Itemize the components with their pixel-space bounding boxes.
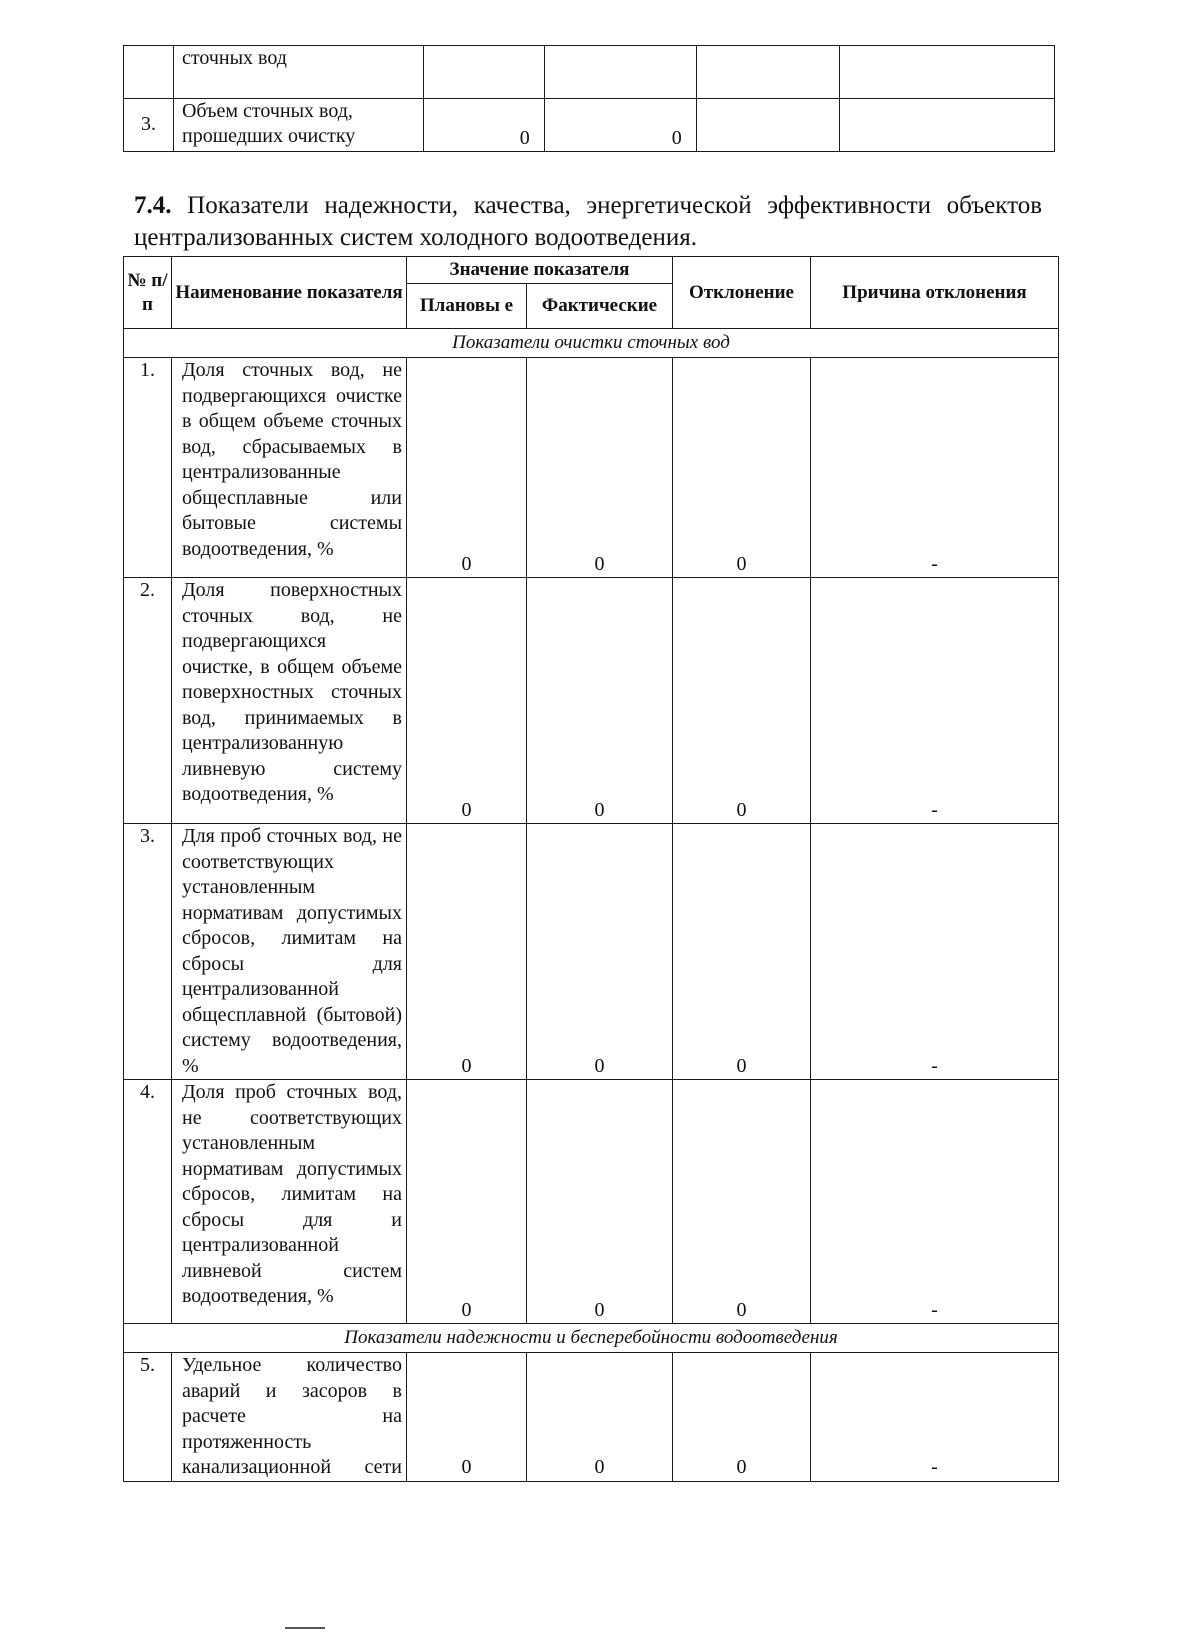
indicator-name: Доля сточных вод, не подвергающихся очистке в общем объеме сточных вод, сбрасываемых в централизованные общесплавные или бытовые системы водоотведения, % — [172, 358, 407, 578]
section-row — [124, 1324, 1059, 1353]
indicator-name: сточных вод — [173, 46, 423, 99]
deviation-cell — [696, 46, 840, 99]
section-title-reliability: Показатели надежности и бесперебойности водоотведения — [124, 1324, 1059, 1353]
actual-value: 0 — [527, 1080, 673, 1324]
actual-value: 0 — [527, 358, 673, 578]
table-row — [124, 99, 1055, 152]
table-row — [124, 1353, 1059, 1482]
header-deviation: Отклонение — [673, 257, 811, 329]
header-actual: Фактические — [527, 284, 673, 329]
reason-value: - — [811, 578, 1059, 824]
indicators-table — [123, 256, 1059, 1482]
row-number: 5. — [124, 1353, 172, 1482]
section-row — [124, 329, 1059, 358]
planned-value: 0 — [407, 1080, 527, 1324]
section-heading — [134, 190, 1042, 254]
deviation-cell — [696, 99, 840, 152]
planned-value: 0 — [407, 824, 527, 1080]
reason-value: - — [811, 1353, 1059, 1482]
previous-table-fragment — [123, 45, 1055, 152]
reason-value: - — [811, 824, 1059, 1080]
reason-cell — [840, 99, 1055, 152]
actual-value: 0 — [527, 578, 673, 824]
deviation-value: 0 — [673, 358, 811, 578]
deviation-value: 0 — [673, 1080, 811, 1324]
section-title: Показатели надежности, качества, энергетической эффективности объектов централизованных систем холодного водоотведения. — [134, 192, 1042, 251]
deviation-value: 0 — [673, 1353, 811, 1482]
deviation-value: 0 — [673, 578, 811, 824]
reason-cell — [840, 46, 1055, 99]
planned-value: 0 — [407, 1353, 527, 1482]
indicator-name: Удельное количество аварий и засоров в расчете на протяженность канализационной сети — [172, 1353, 407, 1482]
row-number: 3. — [124, 824, 172, 1080]
table-row — [124, 824, 1059, 1080]
row-number — [124, 46, 174, 99]
page-edge-mark — [285, 1627, 325, 1635]
table-row — [124, 358, 1059, 578]
deviation-value: 0 — [673, 824, 811, 1080]
table-row — [124, 46, 1055, 99]
header-row — [124, 257, 1059, 284]
header-reason: Причина отклонения — [811, 257, 1059, 329]
planned-value: 0 — [423, 99, 544, 152]
indicator-name: Объем сточных вод, прошедших очистку — [173, 99, 423, 152]
header-name: Наименование показателя — [172, 257, 407, 329]
reason-value: - — [811, 358, 1059, 578]
actual-value — [544, 46, 696, 99]
section-number: 7.4. — [134, 192, 172, 219]
row-number: 4. — [124, 1080, 172, 1324]
table-row — [124, 1080, 1059, 1324]
indicator-name: Для проб сточных вод, не соответствующих установленным нормативам допустимых сбросов, лимитам на сбросы для централизованной общесплавной (бытовой) систему водоотведения, % — [172, 824, 407, 1080]
planned-value: 0 — [407, 358, 527, 578]
indicator-name: Доля поверхностных сточных вод, не подвергающихся очистке, в общем объеме поверхностных сточных вод, принимаемых в централизованную ливневую систему водоотведения, % — [172, 578, 407, 824]
actual-value: 0 — [544, 99, 696, 152]
planned-value — [423, 46, 544, 99]
planned-value: 0 — [407, 578, 527, 824]
row-number: 2. — [124, 578, 172, 824]
header-planned: Плановы е — [407, 284, 527, 329]
header-number: № п/п — [124, 257, 172, 329]
actual-value: 0 — [527, 824, 673, 1080]
row-number: 1. — [124, 358, 172, 578]
header-value-group: Значение показателя — [407, 257, 673, 284]
row-number: 3. — [124, 99, 174, 152]
reason-value: - — [811, 1080, 1059, 1324]
table-row — [124, 578, 1059, 824]
actual-value: 0 — [527, 1353, 673, 1482]
indicator-name: Доля проб сточных вод, не соответствующих установленным нормативам допустимых сбросов, лимитам на сбросы для и централизованной ливневой систем водоотведения, % — [172, 1080, 407, 1324]
section-title-cleaning: Показатели очистки сточных вод — [124, 329, 1059, 358]
